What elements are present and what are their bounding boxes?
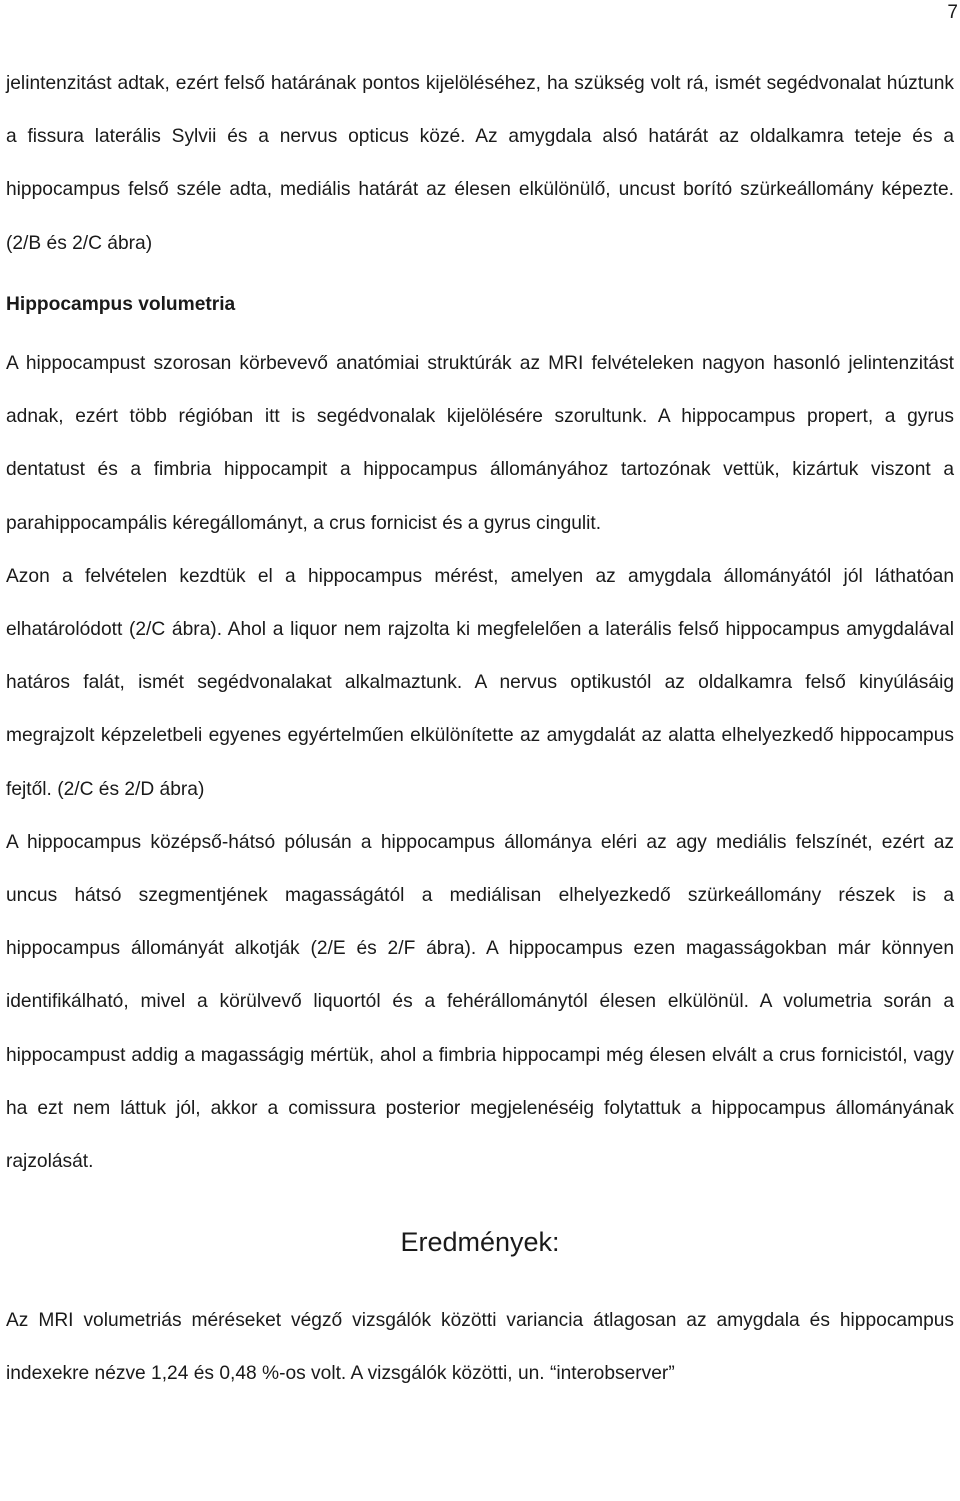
paragraph-results-variance: Az MRI volumetriás méréseket végző vizsgálók közötti variancia átlagosan az amygdala és hippocampus indexekre nézve 1,24 és 0,48 %-os volt. A vizsgálók közötti, un. “interobserver” — [6, 1310, 954, 1385]
paragraph-hippocampus-measurement-start: Azon a felvételen kezdtük el a hippocampus mérést, amelyen az amygdala állományától jól láthatóan elhatárolódott (2/C ábra). Ahol a liquor nem rajzolta ki megfelelően a laterális felső hippocampus amygdalával határos falát, ismét segédvonalakat alkalmaztunk. A nervus optikustól az oldalkamra felső kinyúlásáig megrajzolt képzeletbeli egyenes egyértelműen elkülönítette az amygdalát az alatta elhelyezkedő hippocampus fejtől. (2/C és 2/D ábra) — [6, 565, 954, 800]
paragraph-hippocampus-structures: A hippocampust szorosan körbevevő anatómiai struktúrák az MRI felvételeken nagyon hasonló jelintenzitást adnak, ezért több régióban itt is segédvonalak kijelölésére szorultunk. A hippocampus propert, a gyrus dentatust és a fimbria hippocampit a hippocampus állományához tartozónak vettük, kizártuk viszont a parahippocampális kéregállományt, a crus fornicist és a gyrus cingulit. — [6, 353, 954, 534]
document-body — [6, 57, 954, 1401]
paragraph-hippocampus-posterior-pole: A hippocampus középső-hátsó pólusán a hippocampus állománya eléri az agy mediális felszínét, ezért az uncus hátsó szegmentjének magasságától a mediálisan elhelyezkedő szürkeállomány részek is a hippocampus állományát alkotják (2/E és 2/F ábra). A hippocampus ezen magasságokban már könnyen identifikálható, mivel a körülvevő liquortól és a fehérállománytól élesen elkülönül. A volumetria során a hippocampust addig a magasságig mértük, ahol a fimbria hippocampi még élesen elvált a crus fornicistól, vagy ha ezt nem láttuk jól, akkor a comissura posterior megjelenéséig folytattuk a hippocampus állományának rajzolását. — [6, 831, 954, 1173]
paragraph-amygdala-boundaries: jelintenzitást adtak, ezért felső határának pontos kijelöléséhez, ha szükség volt rá, ismét segédvonalat húztunk a fissura laterális Sylvii és a nervus opticus közé. Az amygdala alsó határát az oldalkamra teteje és a hippocampus felső széle adta, mediális határát az élesen elkülönülő, uncust borító szürkeállomány képezte. (2/B és 2/C ábra) — [6, 73, 954, 254]
subheading-hippocampus-volumetry: Hippocampus volumetria — [6, 293, 236, 315]
section-heading-results: Eredmények: — [400, 1227, 560, 1258]
page-number: 7 — [947, 2, 958, 23]
